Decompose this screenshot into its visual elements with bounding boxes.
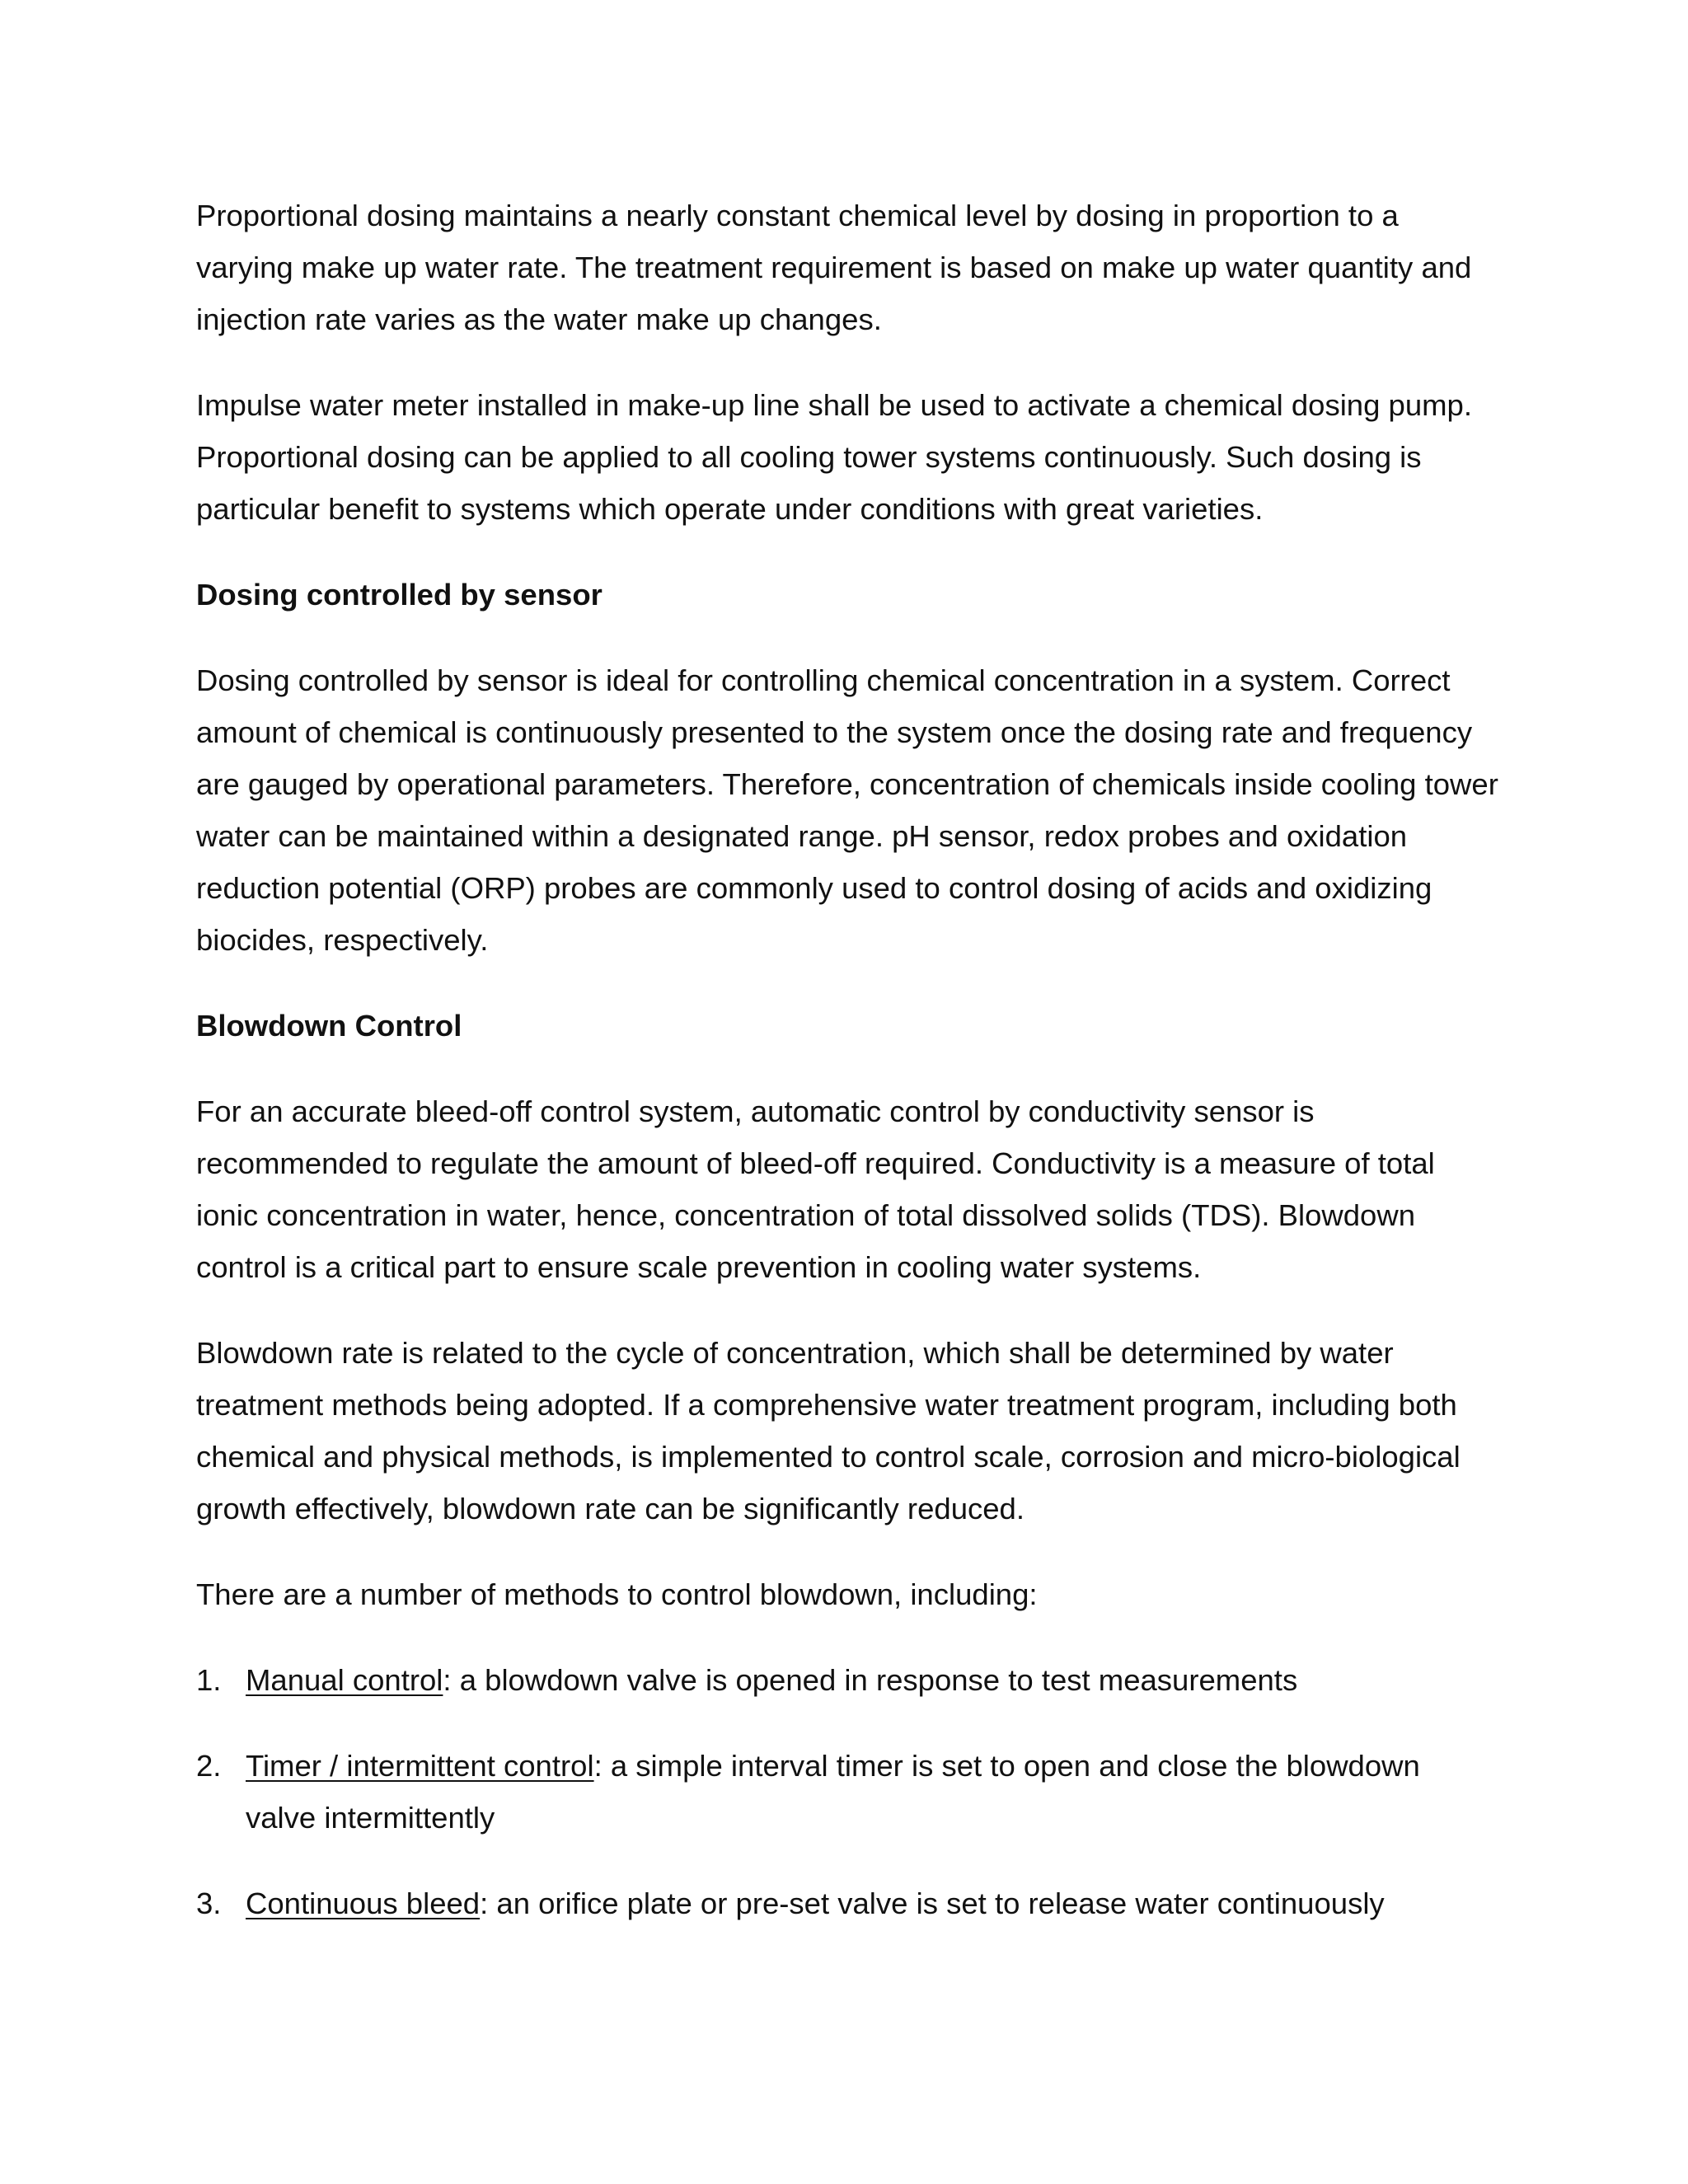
heading-blowdown-control: Blowdown Control: [196, 1009, 462, 1043]
paragraph-bleed-off-control: For an accurate bleed-off control system, automatic control by conductivity sensor is recommended to regulate the amount of bleed-off required. Conductivity is a measure of total ionic concentration in water, hence, concentration of total dissolved solids (TDS). Blowdown control is a critical part to ensure scale prevention in cooling water systems.: [196, 1094, 1435, 1284]
list-item-number: 3.: [196, 1886, 222, 1920]
list-item-term: Continuous bleed: [246, 1886, 481, 1920]
heading-dosing-controlled-by-sensor: Dosing controlled by sensor: [196, 578, 603, 612]
paragraph-methods-intro: There are a number of methods to control blowdown, including:: [196, 1577, 1038, 1611]
paragraph-impulse-water-meter: Impulse water meter installed in make-up line shall be used to activate a chemical dosing pump. Proportional dosing can be applied to all cooling tower systems continuously. Such dosing is particular benefit to systems which operate under conditions with great varieties.: [196, 388, 1472, 526]
list-item-description: : an orifice plate or pre-set valve is set to release water continuously: [480, 1886, 1385, 1920]
list-item-term: Timer / intermittent control: [246, 1749, 594, 1783]
list-item: [196, 1654, 1498, 1706]
list-item-number: 1.: [196, 1663, 222, 1697]
list-item-term: Manual control: [246, 1663, 443, 1697]
paragraph-proportional-dosing: Proportional dosing maintains a nearly constant chemical level by dosing in proportion to a varying make up water rate. The treatment requirement is based on make up water quantity and injection rate varies as the water make up changes.: [196, 199, 1472, 336]
blowdown-methods-list: [196, 1654, 1498, 1929]
list-item-description: : a blowdown valve is opened in response to test measurements: [443, 1663, 1298, 1697]
list-item-description: : a simple interval timer is set to open and close the blowdown valve intermittently: [246, 1749, 1420, 1835]
document-page: [196, 190, 1498, 1963]
list-item-number: 2.: [196, 1749, 222, 1783]
paragraph-blowdown-rate: Blowdown rate is related to the cycle of concentration, which shall be determined by water treatment methods being adopted. If a comprehensive water treatment program, including both chemical and physical methods, is implemented to control scale, corrosion and micro-biological growth effectively, blowdown rate can be significantly reduced.: [196, 1336, 1461, 1526]
list-item: [196, 1877, 1498, 1929]
list-item: [196, 1740, 1498, 1844]
paragraph-sensor-dosing: Dosing controlled by sensor is ideal for controlling chemical concentration in a system. Correct amount of chemical is continuously presented to the system once the dosing rate and frequency are gauged by operational parameters. Therefore, concentration of chemicals inside cooling tower water can be maintained within a designated range. pH sensor, redox probes and oxidation reduction potential (ORP) probes are commonly used to control dosing of acids and oxidizing biocides, respectively.: [196, 663, 1498, 957]
